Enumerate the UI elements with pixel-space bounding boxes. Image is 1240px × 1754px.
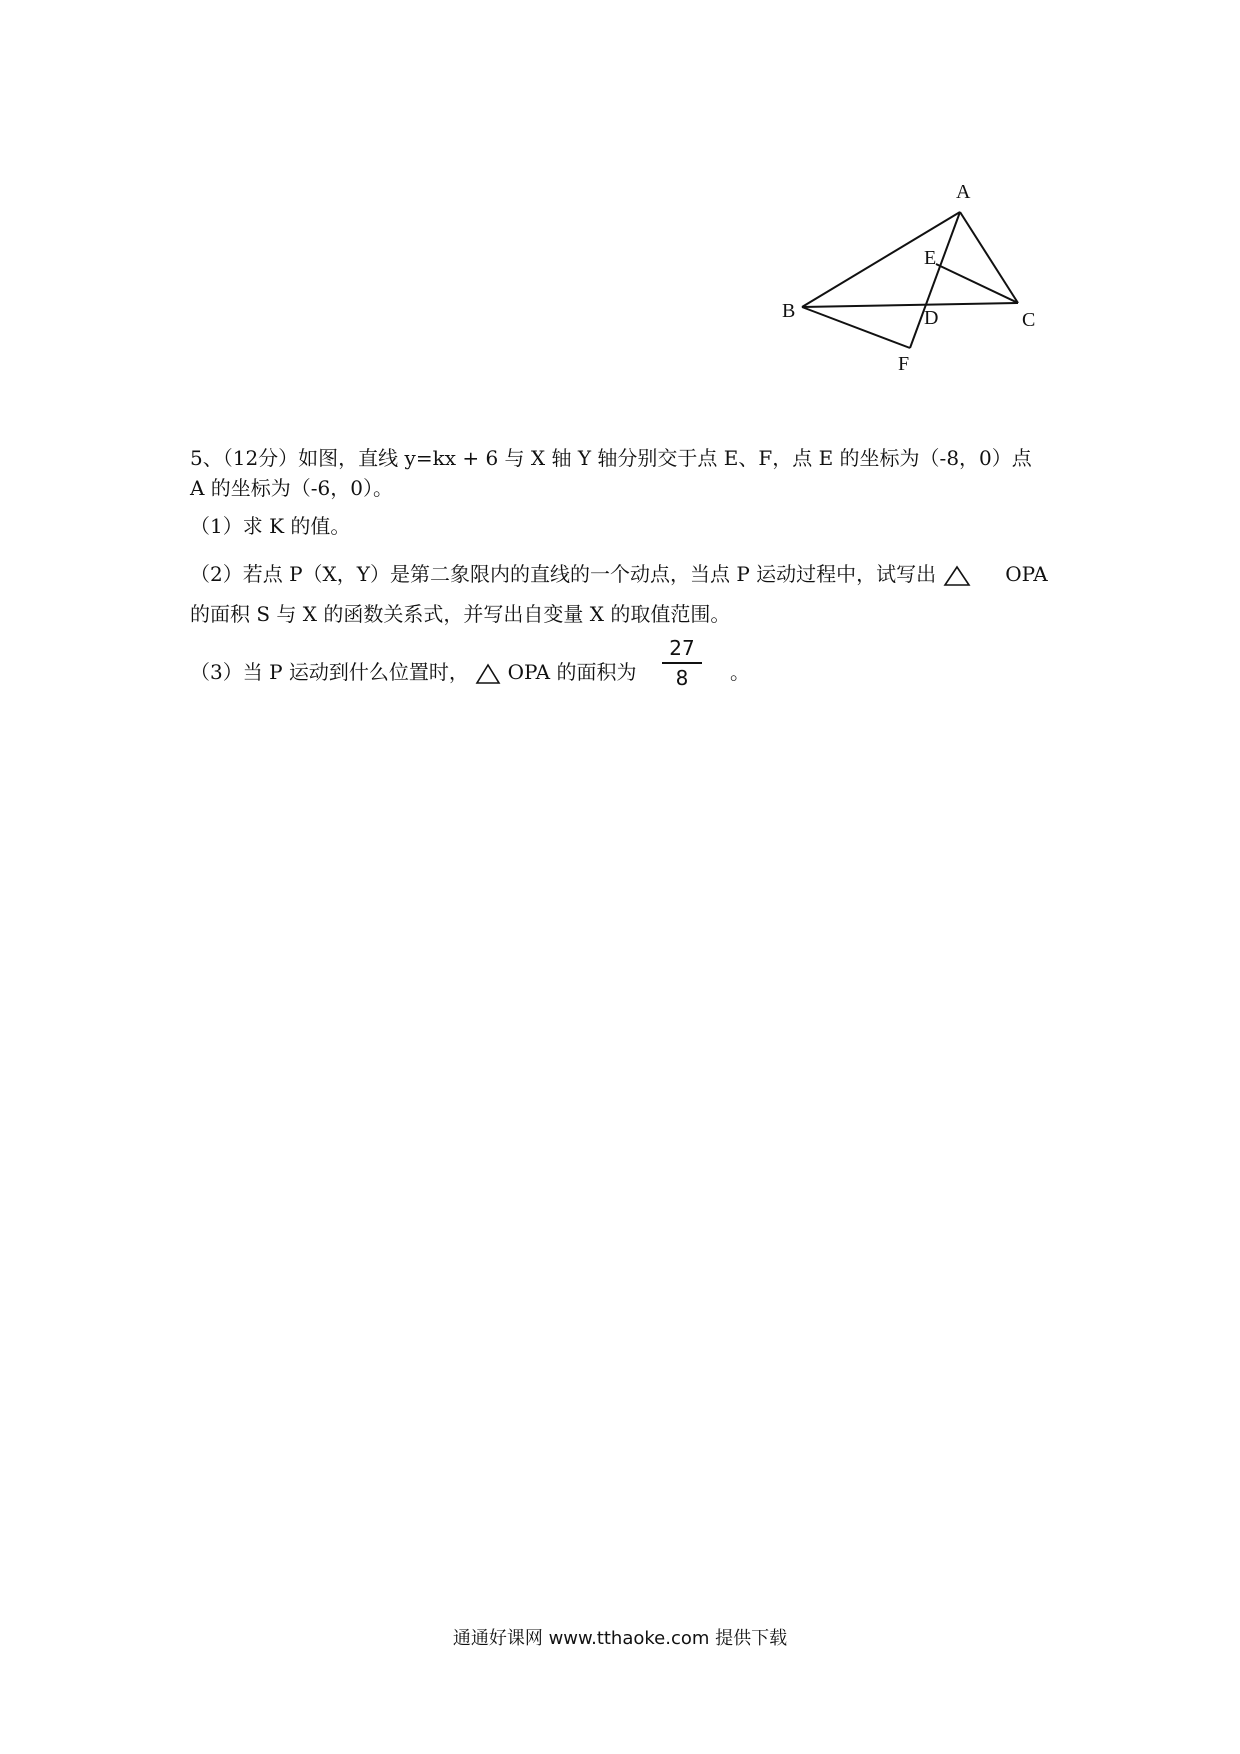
label-A: A xyxy=(956,181,971,203)
question-2-text: （2）若点 P（X，Y）是第二象限内的直线的一个动点，当点 P 运动过程中，试写出 xyxy=(190,562,937,586)
question-2-line1 xyxy=(190,560,1048,588)
question-2-line2: 的面积 S 与 X 的函数关系式，并写出自变量 X 的取值范围。 xyxy=(190,602,731,626)
problem-statement-line1: 5、（12分）如图，直线 y=kx + 6 与 X 轴 Y 轴分别交于点 E、F，点 E 的坐标为（-8，0）点 xyxy=(190,446,1032,470)
geometry-diagram xyxy=(760,180,1080,380)
fraction-27-8 xyxy=(662,636,702,690)
label-C: C xyxy=(1022,309,1036,331)
fraction-denominator: 8 xyxy=(675,665,689,690)
problem-statement-line2: A 的坐标为（-6，0）。 xyxy=(190,476,394,500)
footer-source: 通通好课网 www.tthaoke.com 提供下载 xyxy=(452,1628,788,1649)
triangle-symbol-icon xyxy=(475,663,501,685)
triangle-figure xyxy=(760,180,1080,380)
fraction-bar xyxy=(662,662,702,664)
question-3-area-text: OPA 的面积为 xyxy=(507,660,637,684)
question-1: （1）求 K 的值。 xyxy=(190,514,351,538)
triangle-symbol-icon xyxy=(943,565,971,587)
question-3-end: 。 xyxy=(730,660,750,684)
label-F: F xyxy=(898,353,910,375)
label-D: D xyxy=(924,307,939,329)
question-3 xyxy=(190,658,636,686)
question-3-text: （3）当 P 运动到什么位置时， xyxy=(190,660,469,684)
fraction-numerator: 27 xyxy=(669,636,695,660)
segment-BC xyxy=(802,303,1018,307)
label-E: E xyxy=(924,247,937,269)
segment-BF xyxy=(802,307,910,348)
segment-AB xyxy=(802,212,960,307)
label-B: B xyxy=(782,300,796,322)
question-2-triangle-name: OPA xyxy=(1005,562,1048,586)
